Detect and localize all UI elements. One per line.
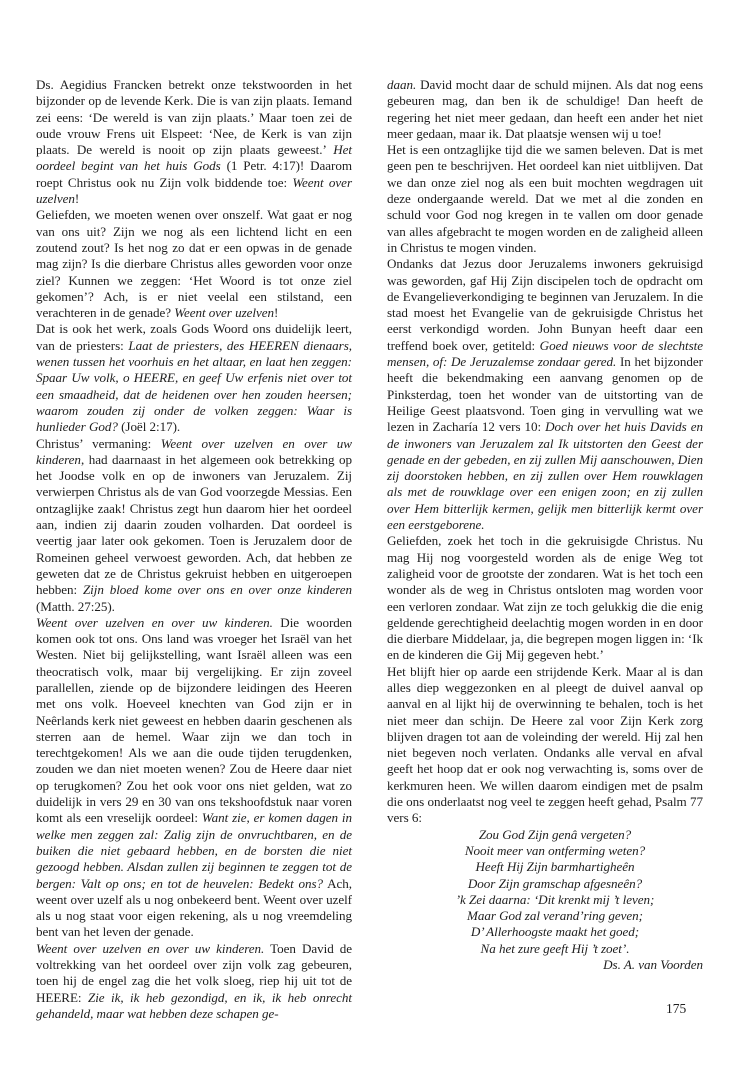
paragraph bbox=[36, 77, 352, 207]
right-column bbox=[387, 77, 703, 973]
text-run: In het bijzonder heeft die bekendmaking een aanvang genomen op de Pinksterdag, toen het wonder van de uitstorting van de Heilige Geest plaatsvond. Toen ging in vervulling wat we lezen in Zacharía 12 vers 10: bbox=[387, 354, 703, 435]
italic-text: Goed nieuws voor de slechtste mensen, of: De Jeruzalemse zondaar gered. bbox=[387, 337, 703, 370]
text-run: Die woorden komen ook tot ons. Ons land was vroeger het Israël van het Westen. Niet bij gelijkstelling, want Israël alleen was een theocratisch volk, maar bij vergelijking. Er zijn zoveel parallellen, ziende op de bijzondere leidingen des Heeren met ons volk. Hoeveel knechten van God zijn er in Neêrlands kerk niet geweest en hebben daarin geschenen als sterren aan de hemel. Waar zijn we dan toch in terechtgekomen! Als we aan die oude tijden terugdenken, zouden we dan niet moeten wenen? Zou de Heere daar niet op terugkomen? Zou het ook voor ons niet gelden, wat zo duidelijk in vers 29 en 30 van ons tekshoofdstuk naar voren komt als een vreselijk oordeel: bbox=[36, 614, 353, 826]
paragraph bbox=[36, 321, 352, 435]
text-run: Geliefden, zoek het toch in die gekruisigde Christus. Nu mag Hij nog voorgesteld worden als de enige Weg tot zaligheid voor de grootste der zondaren. Wat is het toch een wonder als de weg in Christus ontsloten mag worden voor een verloren zondaar. Wat zijn ze toch gelukkig die die enig geldende gerechtigheid deelachtig mogen worden in en door die dierbare Middelaar, ja, die begrepen mogen liggen in: ‘Ik en de kinderen die Gij Mij gegeven hebt.’ bbox=[387, 533, 704, 663]
paragraph bbox=[387, 142, 703, 256]
author-signature: Ds. A. van Voorden bbox=[603, 957, 703, 973]
text-run: Het blijft hier op aarde een strijdende Kerk. Maar al is dan alles diep weggezonken en al pleegt de duivel aanval op aanval en al lijkt hij de overwinning te behalen, toch is het niet meer dan schijn. De Heere zal voor Zijn Kerk zorg blijven dragen tot aan de voleinding der wereld. Hij zal hen niet begeven noch verlaten. Ondanks alle verval en afval geeft het hoop dat er ook nog verwachting is, soms over de kerkmuren heen. We willen daarom eindigen met de psalm die ons onderlaatst nog veel te zeggen heeft gehad, Psalm 77 vers 6: bbox=[387, 663, 703, 826]
text-run: Geliefden, we moeten wenen over onszelf. Wat gaat er nog van ons uit? Zijn we nog als een lichtend licht en een zoutend zout? Is het nog zo dat er een opwas in de genade mag zijn? Is die dierbare Christus alles geworden voor onze ziel? Kunnen we zeggen: ‘Het Woord is tot onze ziel gekomen’? Ach, is er niet veelal een stilstand, een verachteren in de genade? bbox=[36, 207, 352, 321]
poem-line: Heeft Hij Zijn barmhartigheên bbox=[475, 859, 635, 875]
text-run: (1 Petr. 4:17)! Daarom roept Christus ook nu Zijn volk biddende toe: bbox=[36, 158, 352, 190]
text-run: ! bbox=[74, 191, 80, 207]
paragraph bbox=[387, 533, 703, 663]
poem-line: D’ Allerhoogste maakt het goed; bbox=[470, 924, 640, 940]
paragraph bbox=[387, 256, 703, 533]
italic-text: Weent over uzelven en over uw kinderen. bbox=[36, 614, 273, 630]
page-number: 175 bbox=[666, 1001, 687, 1016]
italic-text: Het oordeel begint van het huis Gods bbox=[36, 142, 352, 174]
poem-line: ’k Zei daarna: ‘Dit krenkt mij ’t leven; bbox=[455, 891, 655, 907]
poem-line: Nooit meer van ontferming weten? bbox=[464, 842, 646, 858]
psalm-verse bbox=[387, 827, 703, 957]
text-run: (Matth. 27:25). bbox=[36, 598, 115, 614]
text-run: David mocht daar de schuld mijnen. Als dat nog eens gebeuren mag, dan ben ik de schuldige! Dan heeft de regering het niet meer gedaan, dan heeft een ander het niet meer gedaan, maar ik. Dat plaatsje wensen wij u toe! bbox=[387, 77, 703, 141]
italic-text: Want zie, er komen dagen in welke men zeggen zal: Zalig zijn de onvruchtbaren, en de buiken die niet gebaard hebben, en de borsten die niet gezoogd hebben. Alsdan zullen zij beginnen te zeggen tot de bergen: Valt op ons; en tot de heuvelen: Bedekt ons? bbox=[36, 810, 352, 891]
text-run: Dat is ook het werk, zoals Gods Woord ons duidelijk leert, van de priesters: bbox=[36, 321, 352, 353]
italic-text: Weent over uzelven bbox=[174, 305, 274, 321]
poem-line: Zou God Zijn genâ vergeten? bbox=[478, 826, 632, 842]
text-run: Christus’ vermaning: bbox=[36, 435, 161, 451]
paragraph bbox=[36, 615, 352, 941]
text-run: Toen David de voltrekking van het oordeel over zijn volk zag gebeuren, toen hij de engel zag die het volk sloeg, riep hij uit tot de HEERE: bbox=[36, 940, 353, 1005]
text-run: Ach, weent over uzelf als u nog onbekeerd bent. Weent over uzelf als u nog staat voor eigen rekening, als u nog vreemdeling bent van het leven der genade. bbox=[36, 875, 353, 940]
poem-line: Na het zure geeft Hij ’t zoet’. bbox=[480, 940, 630, 956]
italic-text: daan. bbox=[387, 77, 417, 92]
text-run: Ds. Aegidius Francken betrekt onze tekstwoorden in het bijzonder op de levende Kerk. Die is van zijn plaats. Iemand zei eens: ‘De wereld is van zijn plaats.’ Maar toen zei de oude vrouw Frens uit Elspeet: ‘Nee, de Kerk is van zijn plaats. De wereld is nooit op zijn plaats geweest.’ bbox=[36, 77, 352, 158]
italic-text: Zijn bloed kome over ons en over onze kinderen bbox=[82, 582, 352, 598]
paragraph bbox=[36, 207, 352, 321]
left-column bbox=[36, 77, 352, 1022]
paragraph bbox=[387, 77, 703, 142]
italic-text: Weent over uzelven en over uw kinderen. bbox=[36, 940, 265, 956]
text-run: (Joël 2:17). bbox=[117, 419, 181, 435]
right-column-paragraphs bbox=[387, 77, 703, 827]
italic-text: Weent over uzelven bbox=[36, 174, 352, 207]
text-run: ! bbox=[274, 305, 279, 321]
paragraph bbox=[36, 941, 352, 1022]
text-run: Ondanks dat Jezus door Jeruzalems inwoners gekruisigd was geworden, gaf Hij Zijn discipelen toch de opdracht om de Evangelieverkondiging te beginnen van Jeruzalem. In die stad moest het Evangelie van de gekruisigde Christus het eerst verkondigd worden. John Bunyan heeft daar een treffend boek over, getiteld: bbox=[387, 256, 703, 353]
poem-line: Door Zijn gramschap afgesneên? bbox=[467, 875, 643, 891]
paragraph bbox=[36, 436, 352, 615]
italic-text: Laat de priesters, des HEEREN dienaars, wenen tussen het voorhuis en het altaar, en laat hen zeggen: Spaar Uw volk, o HEERE, en geef Uw erfenis niet over tot een smaadheid, dat de heidenen over hen zouden heersen; waarom zouden zij onder de volken zeggen: Waar is hunlieder God? bbox=[36, 337, 352, 435]
poem-line: Maar God zal verand’ring geven; bbox=[467, 908, 643, 924]
italic-text: Zie ik, ik heb gezondigd, en ik, ik heb onrecht gehandeld, maar wat hebben deze schapen ge- bbox=[36, 989, 353, 1021]
italic-text: Weent over uzelven en over uw kinderen bbox=[36, 435, 352, 467]
italic-text: Doch over het huis Davids en de inwoners van Jeruzalem zal Ik uitstorten den Geest der genade en der gebeden, en zij zullen Mij aanschouwen, Dien zij doorstoken hebben, en zij zullen over Hem rouwklagen als met de rouwklage over een enigen zoon; en zij zullen over Hem bitterlijk kermen, gelijk men bitterlijk kermt over een eerstgeborene. bbox=[387, 419, 704, 533]
text-run: , had daarnaast in het algemeen ook betrekking op het Joodse volk en op de inwoners van Jeruzalem. Zij verwierpen Christus als de van God voorzegde Messias. Een ontzaglijke zaak! Christus zegt hun daarom hier het oordeel aan, indien zij daarin zouden volharden. Dat oordeel is veertig jaar later ook gekomen. Toen is Jeruzalem door de Romeinen geheel verwoest geworden. Ach, dat hebben ze geweten dat ze de Christus gekruist hebben en uitgeroepen hebben: bbox=[36, 451, 352, 598]
paragraph bbox=[387, 664, 703, 827]
text-run: Het is een ontzaglijke tijd die we samen beleven. Dat is met geen pen te beschrijven. Het oordeel kan niet uitblijven. Dat we dan onze ziel nog als een buit mochten wegdragen uit deze ondergaande wereld. Dat we met al die zonden en schuld voor God nog kregen in te vallen om door genade van alles afgebracht te mogen worden en de zaligheid alleen in Christus te mogen vinden. bbox=[387, 142, 703, 255]
